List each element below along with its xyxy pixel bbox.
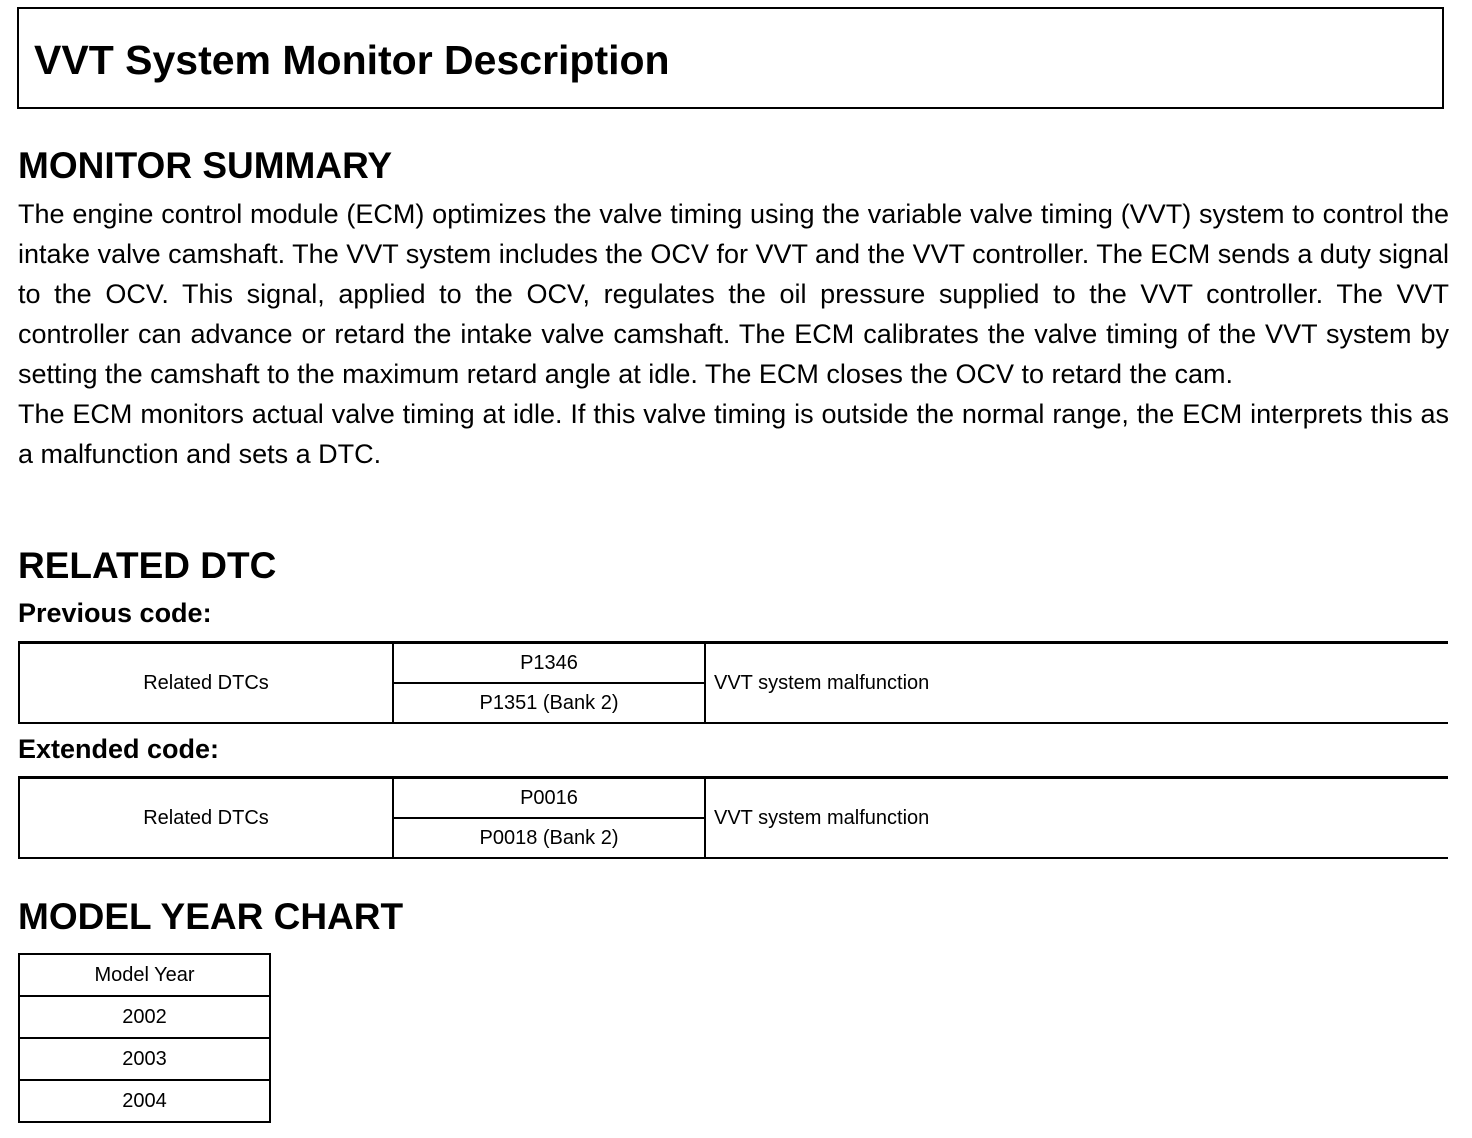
dtc-code: P1351 (Bank 2) bbox=[393, 683, 705, 723]
dtc-code: P0016 bbox=[393, 778, 705, 819]
table-row bbox=[19, 1080, 270, 1122]
title-box bbox=[17, 7, 1444, 109]
summary-paragraph-2: The ECM monitors actual valve timing at idle. If this valve timing is outside the normal range, the ECM interprets this as a malfunction and sets a DTC. bbox=[18, 399, 1449, 469]
table-row bbox=[19, 996, 270, 1038]
model-year-cell: 2003 bbox=[19, 1038, 270, 1080]
previous-dtc-table bbox=[18, 641, 1448, 724]
previous-code-label: Previous code: bbox=[18, 598, 212, 628]
summary-paragraph-1: The engine control module (ECM) optimizes the valve timing using the variable valve timing (VVT) system to control the intake valve camshaft. The VVT system includes the OCV for VVT and the VVT controller. The ECM sends a duty signal to the OCV. This signal, applied to the OCV, regulates the oil pressure supplied to the VVT controller. The VVT controller can advance or retard the intake valve camshaft. The ECM calibrates the valve timing of the VVT system by setting the camshaft to the maximum retard angle at idle. The ECM closes the OCV to retard the cam. bbox=[18, 199, 1449, 389]
related-dtc-heading: RELATED DTC bbox=[18, 545, 277, 586]
model-year-cell: 2004 bbox=[19, 1080, 270, 1122]
dtc-description: VVT system malfunction bbox=[705, 643, 1448, 724]
model-year-header: Model Year bbox=[19, 954, 270, 996]
dtc-code: P0018 (Bank 2) bbox=[393, 818, 705, 858]
dtc-description: VVT system malfunction bbox=[705, 778, 1448, 859]
table-row bbox=[19, 643, 1448, 684]
table-row bbox=[19, 1038, 270, 1080]
model-year-table bbox=[18, 953, 271, 1123]
model-year-cell: 2002 bbox=[19, 996, 270, 1038]
table-row bbox=[19, 954, 270, 996]
table-row bbox=[19, 778, 1448, 819]
related-dtcs-label: Related DTCs bbox=[19, 643, 393, 724]
monitor-summary-heading: MONITOR SUMMARY bbox=[18, 145, 393, 186]
dtc-code: P1346 bbox=[393, 643, 705, 684]
monitor-summary-text bbox=[18, 194, 1449, 474]
related-dtcs-label: Related DTCs bbox=[19, 778, 393, 859]
extended-code-label: Extended code: bbox=[18, 734, 220, 764]
extended-dtc-table bbox=[18, 776, 1448, 859]
page-title: VVT System Monitor Description bbox=[34, 37, 670, 83]
model-year-chart-heading: MODEL YEAR CHART bbox=[18, 896, 404, 937]
